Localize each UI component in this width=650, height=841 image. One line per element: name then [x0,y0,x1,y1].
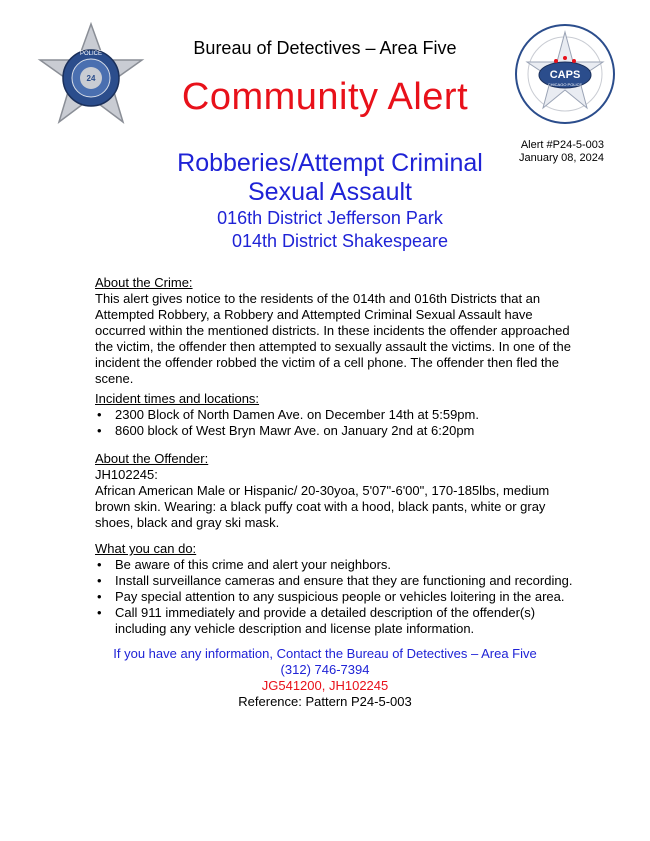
district-014: 014th District Shakespeare [231,231,449,251]
incident-text: 8600 block of West Bryn Mawr Ave. on January 2nd at 6:20pm [115,423,475,438]
badge-police-text: POLICE [79,51,103,57]
alert-number: Alert #P24-5-003 [520,139,604,151]
offender-case: JH102245: [95,467,158,482]
district-list [120,207,540,253]
contact-line: If you have any information, Contact the Bureau of Detectives – Area Five [113,646,537,661]
contact-reference: Reference: Pattern P24-5-003 [238,694,412,709]
actions-section [95,541,585,637]
action-text: Be aware of this crime and alert your neighbors. [115,557,392,572]
bureau-heading: Bureau of Detectives – Area Five [193,38,457,58]
headline-line-1: Robberies/Attempt Criminal [177,149,483,177]
list-item: • Call 911 immediately and provide a detailed description of the offender(s) including any vehicle description and license plate information. [97,605,536,636]
about-crime-body: This alert gives notice to the residents of the 014th and 016th Districts that an Attempted Robbery, a Robbery and Attempted Criminal Sexual Assault have occurred within the mentioned districts. In these incidents the offender approached the victim, the offender then attempted to sexually assault the victims. In one of the incident the offender robbed the victim of a cell phone. The offender then fled the scene. [95,291,571,386]
action-text: Pay special attention to any suspicious people or vehicles loitering in the area. [115,589,565,604]
list-item: • 2300 Block of North Damen Ave. on December 14th at 5:59pm. [97,407,479,422]
alert-headline [120,149,540,207]
about-crime-heading: About the Crime: [95,275,193,290]
action-text: Install surveillance cameras and ensure that they are functioning and recording. [115,573,573,588]
contact-cases: JG541200, JH102245 [261,678,389,693]
contact-phone: (312) 746-7394 [280,662,370,677]
list-item: • 8600 block of West Bryn Mawr Ave. on January 2nd at 6:20pm [97,423,475,438]
headline-line-2: Sexual Assault [248,178,412,206]
incidents-heading: Incident times and locations: [95,391,260,406]
caps-logo-text: CAPS [549,69,581,81]
incidents-section [95,391,585,439]
action-text: Call 911 immediately and provide a detailed description of the offender(s) including any vehicle description and license plate information. [115,605,536,636]
caps-police-text: CHICAGO POLICE [547,82,583,87]
list-item: • Install surveillance cameras and ensure that they are functioning and recording. [97,573,573,588]
page-title: Community Alert [181,76,469,118]
offender-section [95,451,585,531]
incident-text: 2300 Block of North Damen Ave. on December 14th at 5:59pm. [115,407,479,422]
offender-heading: About the Offender: [95,451,209,466]
list-item: • Be aware of this crime and alert your neighbors. [97,557,392,572]
list-item: • Pay special attention to any suspicious people or vehicles loitering in the area. [97,589,565,604]
offender-description: African American Male or Hispanic/ 20-30yoa, 5'07"-6'00", 170-185lbs, medium brown skin. Wearing: a black puffy coat with a hood, black pants, white or gray shoes, black and gray ski mask. [95,483,550,530]
about-crime-section [95,275,585,387]
district-016: 016th District Jefferson Park [217,208,443,228]
svg-text:24: 24 [86,74,96,83]
actions-heading: What you can do: [95,541,197,556]
alert-date: January 08, 2024 [518,152,604,164]
contact-block [0,646,650,710]
